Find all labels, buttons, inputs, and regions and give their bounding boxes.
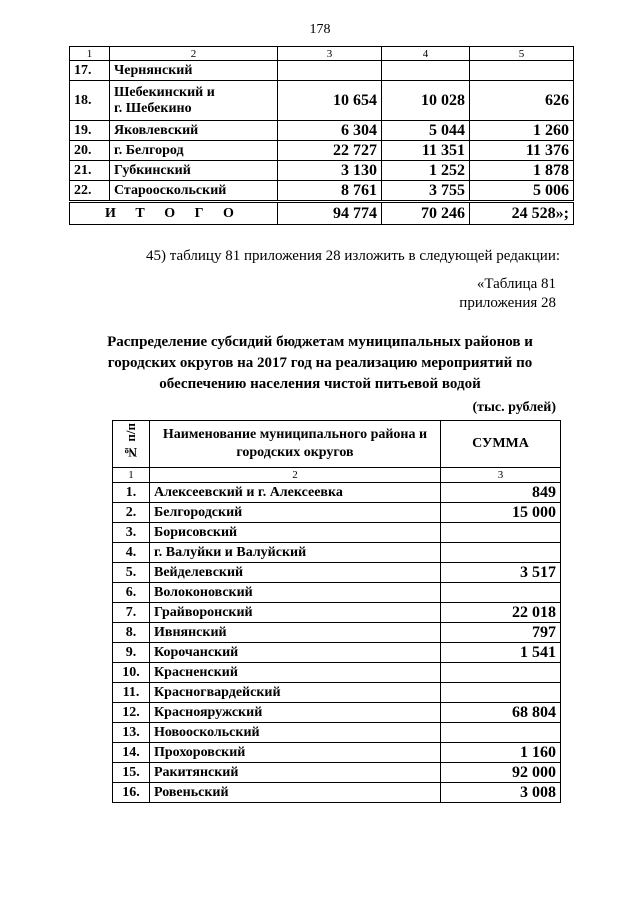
table-row: [113, 743, 561, 763]
title-line: городских округов на 2017 год на реализацию мероприятий по: [107, 355, 533, 371]
row-sum: 849: [441, 483, 561, 503]
table-row: [113, 543, 561, 563]
table1-header-cell: 1: [70, 47, 110, 61]
table-row: [113, 723, 561, 743]
table-row: [113, 503, 561, 523]
row-sum: 3 008: [441, 783, 561, 803]
row-name: Ивнянский: [150, 623, 441, 643]
table-title: [80, 332, 560, 395]
row-name: Губкинский: [110, 161, 278, 181]
table-row: [113, 623, 561, 643]
row-index: 7.: [113, 603, 150, 623]
row-name: Белгородский: [150, 503, 441, 523]
table-row: [113, 783, 561, 803]
row-sum: [441, 583, 561, 603]
row-col3: 22 727: [278, 141, 382, 161]
row-col4: 5 044: [382, 121, 470, 141]
row-sum: 1 541: [441, 643, 561, 663]
table-row: [70, 61, 574, 81]
row-name: Грайворонский: [150, 603, 441, 623]
row-col5: 5 006: [470, 181, 574, 202]
table2-colnum-row: [113, 468, 561, 483]
row-col5: [470, 61, 574, 81]
table1-header-cell: 2: [110, 47, 278, 61]
row-index: 3.: [113, 523, 150, 543]
colnum-cell: 1: [113, 468, 150, 483]
row-sum: [441, 723, 561, 743]
total-col3: 94 774: [278, 202, 382, 225]
table-row: [113, 663, 561, 683]
table-row: [113, 683, 561, 703]
row-col4: 10 028: [382, 81, 470, 121]
row-name-line2: г. Шебекино: [114, 100, 192, 116]
table-row: [113, 483, 561, 503]
colnum-cell: 2: [150, 468, 441, 483]
table-row: [70, 81, 574, 121]
row-sum: 797: [441, 623, 561, 643]
table-row: [113, 563, 561, 583]
row-index: 8.: [113, 623, 150, 643]
table1-header-cell: 3: [278, 47, 382, 61]
row-col5: 1 260: [470, 121, 574, 141]
page-number: 178: [309, 22, 331, 37]
row-index: 13.: [113, 723, 150, 743]
row-col3: 10 654: [278, 81, 382, 121]
table-row: [113, 643, 561, 663]
row-name: [110, 81, 278, 121]
row-index: 6.: [113, 583, 150, 603]
row-index: 22.: [70, 181, 110, 202]
row-sum: [441, 663, 561, 683]
row-index: 10.: [113, 663, 150, 683]
row-index: 2.: [113, 503, 150, 523]
table2-header-row: [113, 421, 561, 468]
row-index: 21.: [70, 161, 110, 181]
row-sum: 3 517: [441, 563, 561, 583]
row-name: Волоконовский: [150, 583, 441, 603]
row-sum: 92 000: [441, 763, 561, 783]
table-row: [113, 703, 561, 723]
row-col3: 6 304: [278, 121, 382, 141]
row-name: Прохоровский: [150, 743, 441, 763]
row-sum: [441, 543, 561, 563]
row-name: Ровеньский: [150, 783, 441, 803]
row-index: 5.: [113, 563, 150, 583]
row-index: 18.: [70, 81, 110, 121]
row-col3: [278, 61, 382, 81]
title-line: обеспечению населения чистой питьевой водой: [159, 376, 481, 392]
row-col3: 3 130: [278, 161, 382, 181]
row-sum: 22 018: [441, 603, 561, 623]
row-index: 1.: [113, 483, 150, 503]
table-row: [113, 603, 561, 623]
header-sum: СУММА: [441, 421, 561, 468]
table-caption-line2: приложения 28: [459, 295, 556, 311]
row-name: Красногвардейский: [150, 683, 441, 703]
row-name: Борисовский: [150, 523, 441, 543]
row-sum: 15 000: [441, 503, 561, 523]
row-index: 19.: [70, 121, 110, 141]
row-index: 16.: [113, 783, 150, 803]
row-index: 12.: [113, 703, 150, 723]
table-previous-continuation: [69, 46, 574, 225]
row-col4: 3 755: [382, 181, 470, 202]
row-name: Вейделевский: [150, 563, 441, 583]
row-name: Корочанский: [150, 643, 441, 663]
table2-body: [113, 483, 561, 803]
row-col5: 11 376: [470, 141, 574, 161]
table-row: [113, 583, 561, 603]
row-col5: 626: [470, 81, 574, 121]
row-sum: [441, 683, 561, 703]
table1-total-row: [70, 202, 574, 225]
total-col4: 70 246: [382, 202, 470, 225]
row-col4: [382, 61, 470, 81]
colnum-cell: 3: [441, 468, 561, 483]
row-name: Алексеевский и г. Алексеевка: [150, 483, 441, 503]
row-name: г. Валуйки и Валуйский: [150, 543, 441, 563]
row-name-line1: Шебекинский и: [114, 84, 215, 100]
row-name: Старооскольский: [110, 181, 278, 202]
table-row: [113, 523, 561, 543]
row-col4: 1 252: [382, 161, 470, 181]
table-row: [70, 121, 574, 141]
units-label: (тыс. рублей): [472, 400, 556, 415]
row-index: 4.: [113, 543, 150, 563]
row-sum: 68 804: [441, 703, 561, 723]
table1-header-cell: 5: [470, 47, 574, 61]
row-col4: 11 351: [382, 141, 470, 161]
table-row: [113, 763, 561, 783]
row-col3: 8 761: [278, 181, 382, 202]
row-name: Краснояружский: [150, 703, 441, 723]
row-index: 17.: [70, 61, 110, 81]
total-label: И Т О Г О: [70, 202, 278, 225]
amendment-instruction: 45) таблицу 81 приложения 28 изложить в следующей редакции:: [146, 248, 561, 264]
row-index: 14.: [113, 743, 150, 763]
table-subsidies: [112, 420, 561, 803]
row-name: Красненский: [150, 663, 441, 683]
header-number-cell: [113, 421, 150, 468]
table1-header-cell: 4: [382, 47, 470, 61]
table-caption-line1: «Таблица 81: [476, 276, 556, 292]
row-sum: 1 160: [441, 743, 561, 763]
table1-header-row: [70, 47, 574, 61]
table-row: [70, 141, 574, 161]
table-row: [70, 161, 574, 181]
row-index: 15.: [113, 763, 150, 783]
row-col5: 1 878: [470, 161, 574, 181]
header-name: Наименование муниципального района и городских округов: [150, 421, 441, 468]
total-col5: 24 528»;: [470, 202, 574, 225]
title-line: Распределение субсидий бюджетам муниципальных районов и: [107, 334, 533, 350]
row-name: Яковлевский: [110, 121, 278, 141]
row-name: Новооскольский: [150, 723, 441, 743]
row-index: 20.: [70, 141, 110, 161]
row-index: 9.: [113, 643, 150, 663]
row-name: Ракитянский: [150, 763, 441, 783]
row-sum: [441, 523, 561, 543]
row-name: г. Белгород: [110, 141, 278, 161]
table-row: [70, 181, 574, 202]
header-number: № п/п: [123, 422, 138, 460]
row-index: 11.: [113, 683, 150, 703]
row-name: Чернянский: [110, 61, 278, 81]
